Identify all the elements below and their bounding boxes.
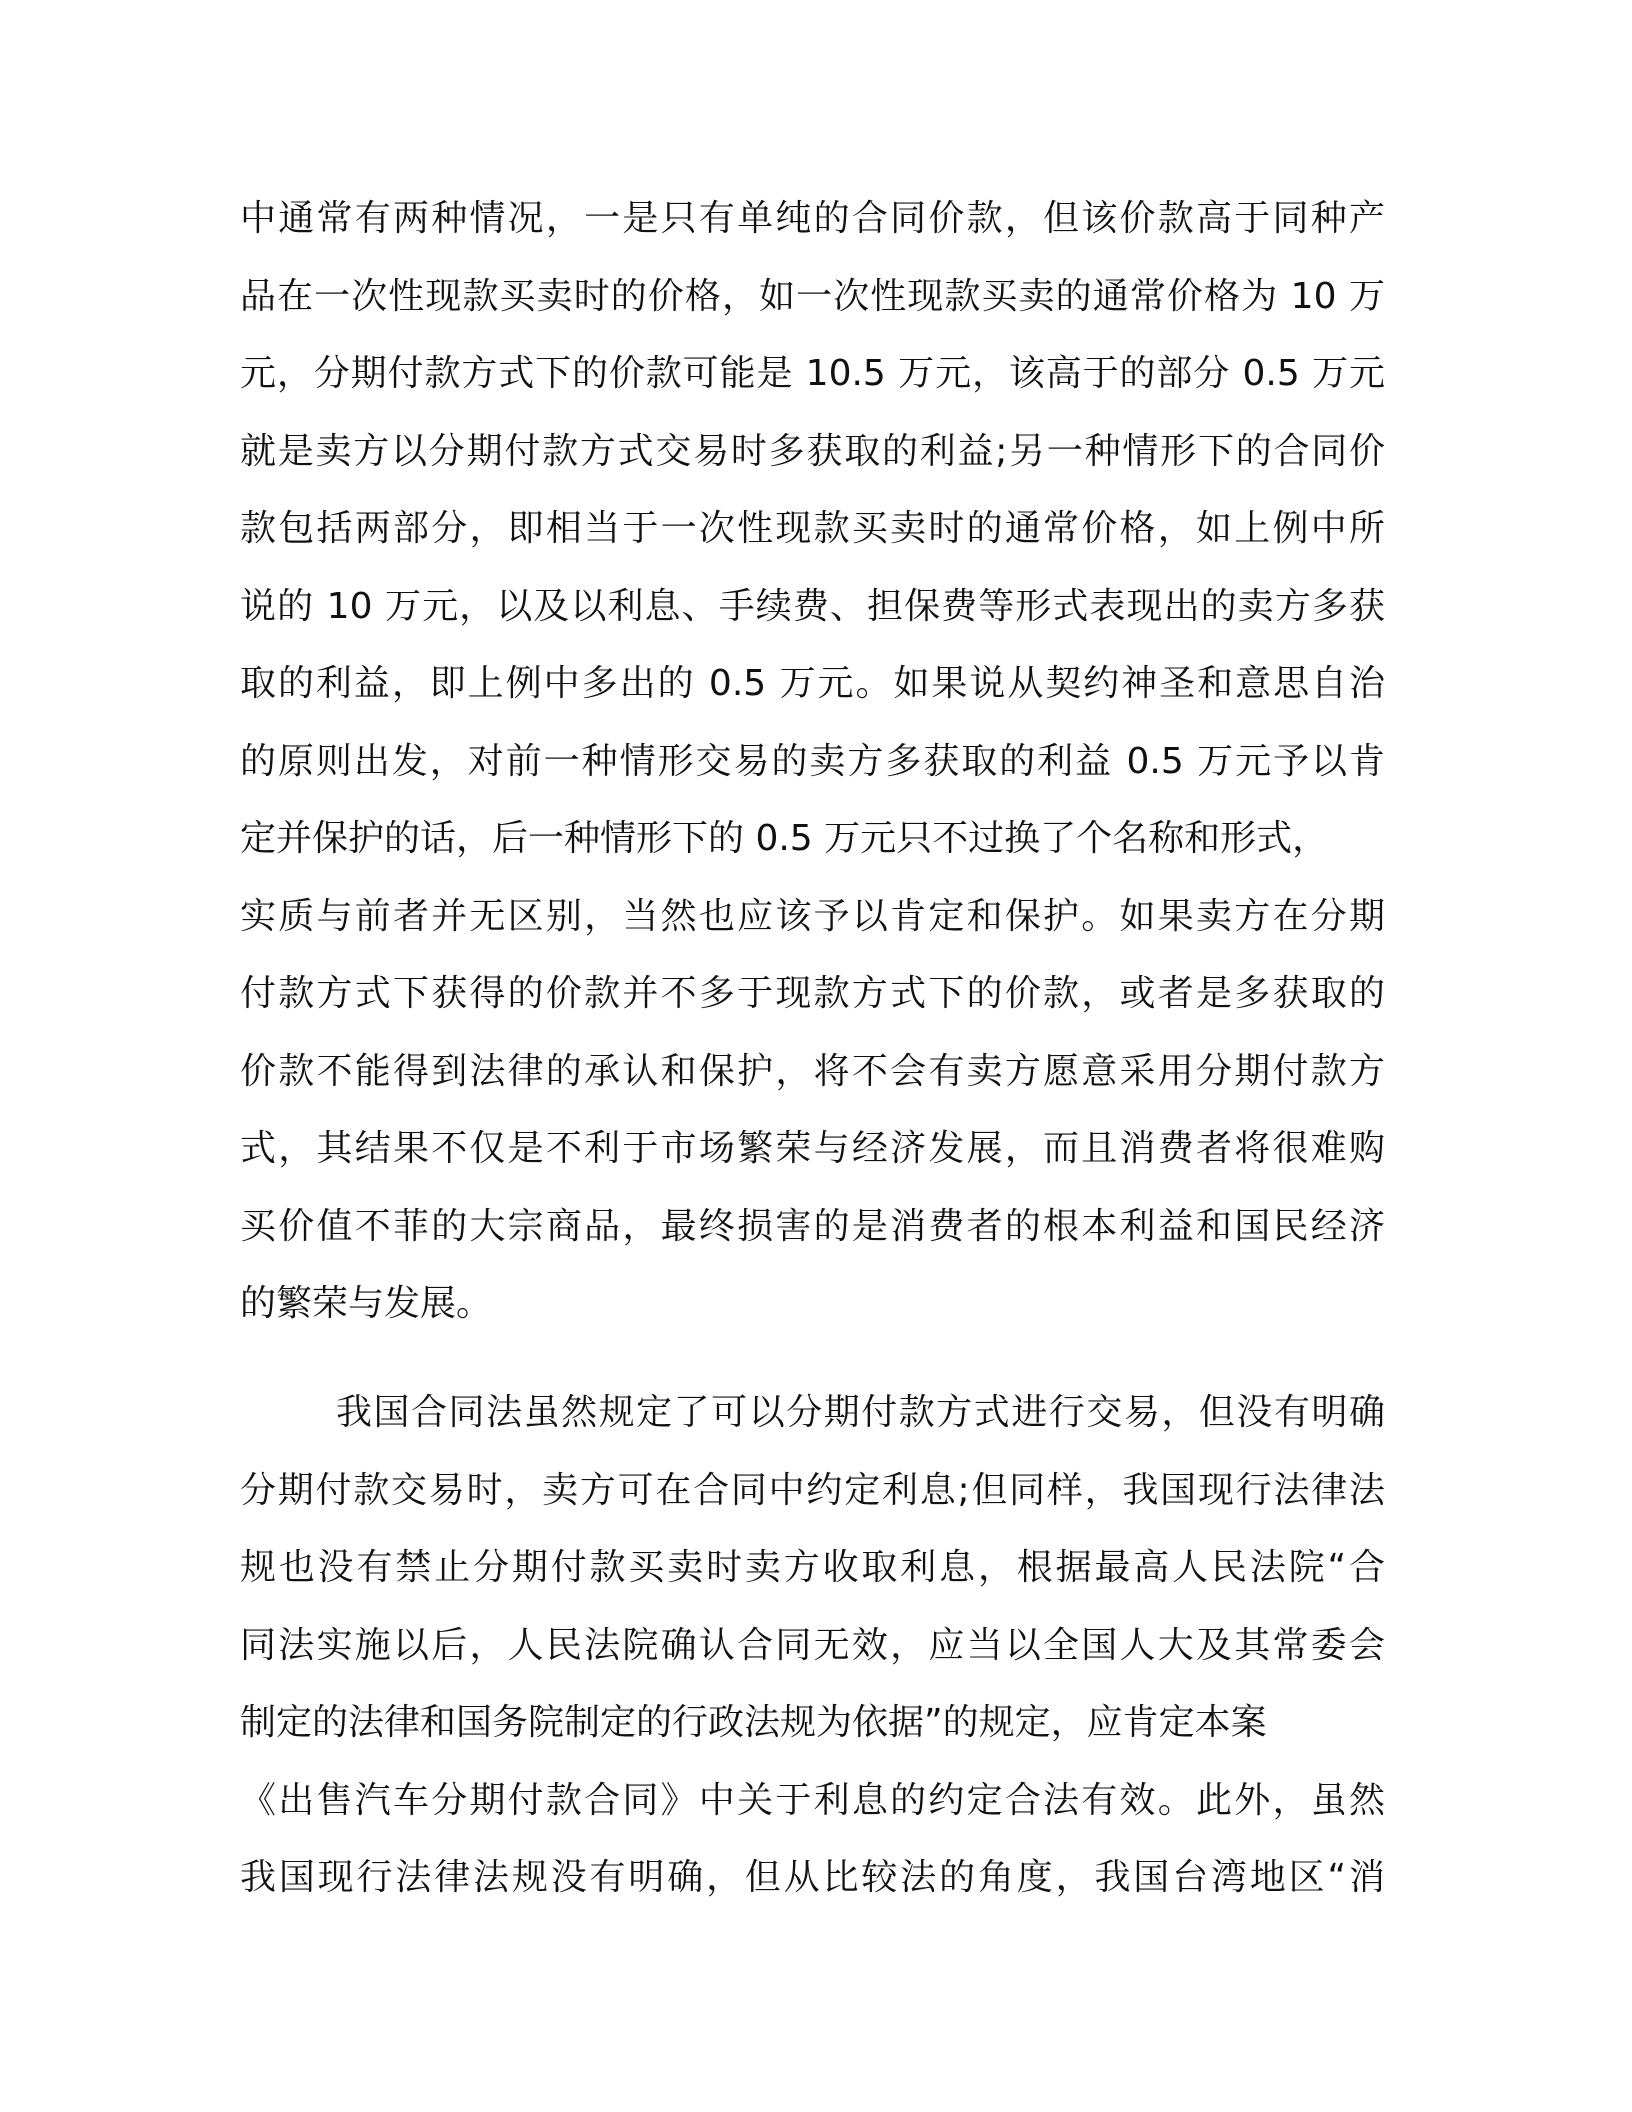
text-line: 价款不能得到法律的承认和保护，将不会有卖方愿意采用分期付款方 (240, 1050, 1385, 1092)
text-line: 实质与前者并无区别，当然也应该予以肯定和保护。如果卖方在分期 (240, 895, 1385, 937)
text-line: 买价值不菲的大宗商品，最终损害的是消费者的根本利益和国民经济 (240, 1205, 1385, 1247)
text-line: 同法实施以后，人民法院确认合同无效，应当以全国人大及其常委会 (240, 1624, 1385, 1666)
text-line: 我国合同法虽然规定了可以分期付款方式进行交易，但没有明确 (336, 1392, 1385, 1433)
text-line: 制定的法律和国务院制定的行政法规为依据”的规定，应肯定本案 (240, 1702, 1267, 1743)
text-line: 中通常有两种情况，一是只有单纯的合同价款，但该价款高于同种产 (240, 198, 1385, 239)
text-line: 款包括两部分，即相当于一次性现款买卖时的通常价格，如上例中所 (240, 508, 1385, 549)
text-line: 元，分期付款方式下的价款可能是 10.5 万元，该高于的部分 0.5 万元 (240, 353, 1385, 394)
text-line: 规也没有禁止分期付款买卖时卖方收取利息，根据最高人民法院“合 (240, 1547, 1385, 1588)
text-line: 我国现行法律法规没有明确，但从比较法的角度，我国台湾地区“消 (240, 1857, 1385, 1898)
text-line: 定并保护的话，后一种情形下的 0.5 万元只不过换了个名称和形式， (240, 818, 1329, 859)
text-line: 说的 10 万元，以及以利息、手续费、担保费等形式表现出的卖方多获 (240, 585, 1385, 627)
paragraph-2 (240, 1374, 1385, 1917)
text-line: 取的利益，即上例中多出的 0.5 万元。如果说从契约神圣和意思自治 (240, 663, 1385, 704)
text-line: 付款方式下获得的价款并不多于现款方式下的价款，或者是多获取的 (240, 973, 1385, 1014)
text-line: 《出售汽车分期付款合同》中关于利息的约定合法有效。此外，虽然 (240, 1779, 1385, 1821)
text-line: 分期付款交易时，卖方可在合同中约定利息;但同样，我国现行法律法 (240, 1469, 1385, 1511)
text-line: 品在一次性现款买卖时的价格，如一次性现款买卖的通常价格为 10 万 (240, 275, 1385, 317)
paragraph-1 (240, 180, 1385, 1343)
text-line: 的原则出发，对前一种情形交易的卖方多获取的利益 0.5 万元予以肯 (240, 740, 1385, 782)
text-line: 就是卖方以分期付款方式交易时多获取的利益;另一种情形下的合同价 (240, 430, 1385, 472)
text-line: 式，其结果不仅是不利于市场繁荣与经济发展，而且消费者将很难购 (240, 1128, 1385, 1169)
text-line: 的繁荣与发展。 (240, 1283, 493, 1324)
